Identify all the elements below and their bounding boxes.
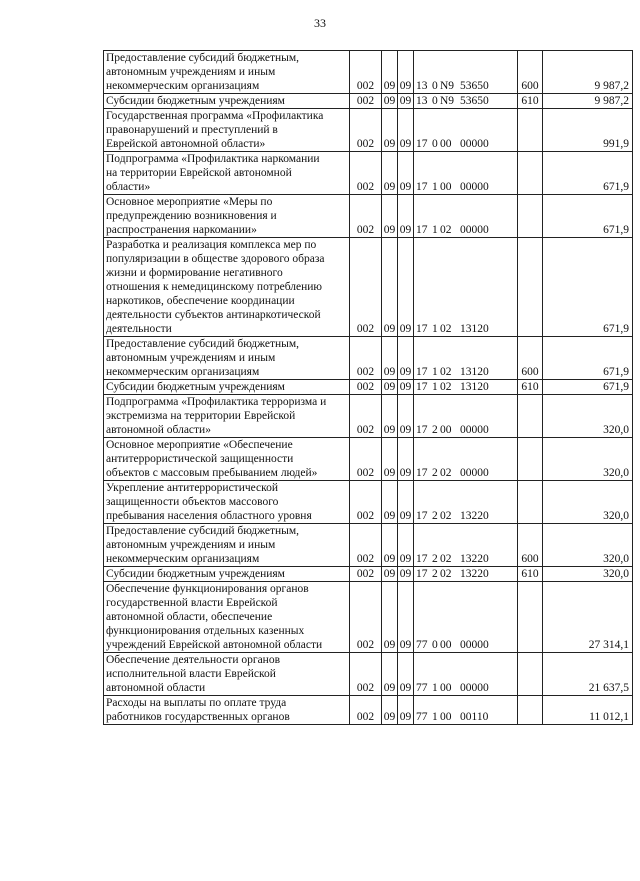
subsection-code-cell: 09: [398, 696, 414, 725]
program-code-part: 13: [416, 95, 428, 107]
program-code-part: 02: [440, 381, 452, 393]
table-row: [104, 238, 633, 337]
program-code-part: 13220: [460, 553, 489, 565]
description-line: деятельности субъектов антинаркотической: [106, 309, 321, 321]
row-description: [104, 438, 350, 481]
program-code-cell: [414, 438, 518, 481]
expense-type-cell: 610: [518, 94, 543, 109]
program-code-part: 17: [416, 467, 428, 479]
table-row: [104, 152, 633, 195]
table-row: [104, 337, 633, 380]
program-code-part: 2: [432, 424, 438, 436]
program-code-part: 00000: [460, 138, 489, 150]
amount-cell: 320,0: [543, 524, 633, 567]
description-line: распространения наркомании»: [106, 224, 257, 236]
program-code-part: 77: [416, 639, 428, 651]
expense-type-cell: [518, 582, 543, 653]
amount-cell: 991,9: [543, 109, 633, 152]
description-line: Государственная программа «Профилактика: [106, 110, 324, 122]
description-line: Расходы на выплаты по оплате труда: [106, 697, 287, 709]
row-description: [104, 195, 350, 238]
program-code-part: 00000: [460, 224, 489, 236]
amount-cell: 21 637,5: [543, 653, 633, 696]
admin-code-cell: 002: [350, 395, 382, 438]
program-code-part: 0: [432, 80, 438, 92]
description-line: жизни и формирование негативного: [106, 267, 283, 279]
expense-type-cell: 600: [518, 524, 543, 567]
description-line: Обеспечение функционирования органов: [106, 583, 309, 595]
program-code-part: 0: [432, 639, 438, 651]
section-code-cell: 09: [382, 582, 398, 653]
program-code-part: 77: [416, 682, 428, 694]
row-description: [104, 152, 350, 195]
section-code-cell: 09: [382, 481, 398, 524]
subsection-code-cell: 09: [398, 152, 414, 195]
description-line: Обеспечение деятельности органов: [106, 654, 281, 666]
program-code-part: 1: [432, 323, 438, 335]
section-code-cell: 09: [382, 380, 398, 395]
row-description: [104, 109, 350, 152]
description-line: некоммерческим организациям: [106, 553, 260, 565]
program-code-part: 00000: [460, 682, 489, 694]
description-line: экстремизма на территории Еврейской: [106, 410, 296, 422]
program-code-cell: [414, 582, 518, 653]
table-row: [104, 395, 633, 438]
program-code-part: 00: [440, 181, 452, 193]
table-row: [104, 481, 633, 524]
expense-type-cell: [518, 481, 543, 524]
description-line: Подпрограмма «Профилактика наркомании: [106, 153, 320, 165]
admin-code-cell: 002: [350, 438, 382, 481]
subsection-code-cell: 09: [398, 238, 414, 337]
row-description: [104, 337, 350, 380]
program-code-part: 02: [440, 510, 452, 522]
subsection-code-cell: 09: [398, 94, 414, 109]
program-code-cell: [414, 94, 518, 109]
description-line: Основное мероприятие «Меры по: [106, 196, 273, 208]
program-code-part: 13: [416, 80, 428, 92]
page-number: 33: [314, 16, 326, 30]
program-code-cell: [414, 696, 518, 725]
program-code-part: 17: [416, 381, 428, 393]
description-line: области»: [106, 181, 151, 193]
program-code-part: 00110: [460, 711, 489, 723]
description-line: Субсидии бюджетным учреждениям: [106, 568, 285, 580]
description-line: защищенности объектов массового: [106, 496, 279, 508]
program-code-part: 02: [440, 568, 452, 580]
admin-code-cell: 002: [350, 337, 382, 380]
section-code-cell: 09: [382, 94, 398, 109]
expense-type-cell: [518, 109, 543, 152]
program-code-part: 1: [432, 181, 438, 193]
admin-code-cell: 002: [350, 109, 382, 152]
description-line: работников государственных органов: [106, 711, 290, 723]
program-code-part: 13120: [460, 323, 489, 335]
admin-code-cell: 002: [350, 238, 382, 337]
admin-code-cell: 002: [350, 481, 382, 524]
description-line: пребывания населения областного уровня: [106, 510, 312, 522]
description-line: автономным учреждениям и иным: [106, 66, 276, 78]
subsection-code-cell: 09: [398, 51, 414, 94]
subsection-code-cell: 09: [398, 481, 414, 524]
program-code-part: 17: [416, 568, 428, 580]
program-code-part: N9: [440, 95, 455, 107]
amount-cell: 671,9: [543, 195, 633, 238]
program-code-part: 53650: [460, 95, 489, 107]
expense-type-cell: 610: [518, 380, 543, 395]
description-line: Предоставление субсидий бюджетным,: [106, 338, 300, 350]
expense-type-cell: [518, 238, 543, 337]
description-line: объектов с массовым пребыванием людей»: [106, 467, 318, 479]
amount-cell: 671,9: [543, 380, 633, 395]
amount-cell: 671,9: [543, 152, 633, 195]
table-row: [104, 653, 633, 696]
subsection-code-cell: 09: [398, 438, 414, 481]
description-line: Разработка и реализация комплекса мер по: [106, 239, 317, 251]
program-code-part: 00: [440, 711, 452, 723]
program-code-cell: [414, 395, 518, 438]
subsection-code-cell: 09: [398, 395, 414, 438]
subsection-code-cell: 09: [398, 380, 414, 395]
row-description: [104, 395, 350, 438]
program-code-part: 2: [432, 467, 438, 479]
row-description: [104, 380, 350, 395]
admin-code-cell: 002: [350, 380, 382, 395]
table-body: [104, 51, 633, 725]
program-code-part: 13220: [460, 568, 489, 580]
description-line: Подпрограмма «Профилактика терроризма и: [106, 396, 327, 408]
program-code-part: 00: [440, 682, 452, 694]
program-code-part: 1: [432, 381, 438, 393]
section-code-cell: 09: [382, 337, 398, 380]
program-code-part: 00000: [460, 467, 489, 479]
program-code-part: 1: [432, 711, 438, 723]
section-code-cell: 09: [382, 653, 398, 696]
admin-code-cell: 002: [350, 195, 382, 238]
expense-type-cell: [518, 395, 543, 438]
description-line: государственной власти Еврейской: [106, 597, 278, 609]
description-line: Основное мероприятие «Обеспечение: [106, 439, 293, 451]
program-code-part: 0: [432, 95, 438, 107]
amount-cell: 671,9: [543, 238, 633, 337]
section-code-cell: 09: [382, 109, 398, 152]
program-code-part: 13120: [460, 381, 489, 393]
program-code-part: 02: [440, 553, 452, 565]
admin-code-cell: 002: [350, 567, 382, 582]
description-line: Предоставление субсидий бюджетным,: [106, 525, 300, 537]
description-line: антитеррористической защищенности: [106, 453, 294, 465]
subsection-code-cell: 09: [398, 195, 414, 238]
program-code-cell: [414, 481, 518, 524]
expense-type-cell: [518, 696, 543, 725]
program-code-cell: [414, 51, 518, 94]
admin-code-cell: 002: [350, 524, 382, 567]
expense-type-cell: [518, 195, 543, 238]
program-code-cell: [414, 337, 518, 380]
row-description: [104, 567, 350, 582]
section-code-cell: 09: [382, 567, 398, 582]
row-description: [104, 582, 350, 653]
table-row: [104, 582, 633, 653]
row-description: [104, 238, 350, 337]
program-code-part: 77: [416, 711, 428, 723]
program-code-part: 00000: [460, 181, 489, 193]
description-line: некоммерческим организациям: [106, 366, 260, 378]
admin-code-cell: 002: [350, 94, 382, 109]
expense-type-cell: 600: [518, 51, 543, 94]
amount-cell: 320,0: [543, 395, 633, 438]
table-row: [104, 109, 633, 152]
subsection-code-cell: 09: [398, 653, 414, 696]
description-line: исполнительной власти Еврейской: [106, 668, 276, 680]
section-code-cell: 09: [382, 524, 398, 567]
admin-code-cell: 002: [350, 152, 382, 195]
program-code-part: 13120: [460, 366, 489, 378]
section-code-cell: 09: [382, 395, 398, 438]
program-code-part: 1: [432, 366, 438, 378]
program-code-part: 17: [416, 323, 428, 335]
program-code-cell: [414, 380, 518, 395]
table-row: [104, 567, 633, 582]
program-code-part: 1: [432, 224, 438, 236]
table-row: [104, 195, 633, 238]
row-description: [104, 696, 350, 725]
description-line: Предоставление субсидий бюджетным,: [106, 52, 300, 64]
program-code-part: 02: [440, 366, 452, 378]
admin-code-cell: 002: [350, 582, 382, 653]
program-code-cell: [414, 567, 518, 582]
expense-type-cell: [518, 152, 543, 195]
description-line: учреждений Еврейской автономной области: [106, 639, 323, 651]
program-code-part: 2: [432, 553, 438, 565]
table-row: [104, 94, 633, 109]
program-code-part: 17: [416, 553, 428, 565]
amount-cell: 320,0: [543, 438, 633, 481]
expense-type-cell: [518, 653, 543, 696]
program-code-part: 02: [440, 467, 452, 479]
subsection-code-cell: 09: [398, 524, 414, 567]
program-code-part: 17: [416, 181, 428, 193]
amount-cell: 11 012,1: [543, 696, 633, 725]
table-row: [104, 524, 633, 567]
program-code-part: 17: [416, 138, 428, 150]
program-code-part: 00000: [460, 424, 489, 436]
description-line: автономным учреждениям и иным: [106, 539, 276, 551]
description-line: автономной области: [106, 682, 206, 694]
subsection-code-cell: 09: [398, 567, 414, 582]
section-code-cell: 09: [382, 51, 398, 94]
program-code-part: 0: [432, 138, 438, 150]
program-code-part: 2: [432, 510, 438, 522]
expense-type-cell: 610: [518, 567, 543, 582]
amount-cell: 320,0: [543, 481, 633, 524]
program-code-cell: [414, 653, 518, 696]
description-line: Укрепление антитеррористической: [106, 482, 279, 494]
description-line: Еврейской автономной области»: [106, 138, 266, 150]
budget-table: [103, 50, 633, 725]
program-code-part: 00000: [460, 639, 489, 651]
program-code-part: 13220: [460, 510, 489, 522]
table-row: [104, 696, 633, 725]
program-code-part: 02: [440, 224, 452, 236]
subsection-code-cell: 09: [398, 337, 414, 380]
description-line: автономным учреждениям и иным: [106, 352, 276, 364]
description-line: некоммерческим организациям: [106, 80, 260, 92]
description-line: на территории Еврейской автономной: [106, 167, 292, 179]
amount-cell: 671,9: [543, 337, 633, 380]
expense-type-cell: [518, 438, 543, 481]
expense-type-cell: 600: [518, 337, 543, 380]
program-code-part: 00: [440, 424, 452, 436]
table-row: [104, 438, 633, 481]
admin-code-cell: 002: [350, 51, 382, 94]
program-code-part: 02: [440, 323, 452, 335]
description-line: функционирования отдельных казенных: [106, 625, 305, 637]
amount-cell: 320,0: [543, 567, 633, 582]
row-description: [104, 481, 350, 524]
program-code-cell: [414, 238, 518, 337]
program-code-cell: [414, 152, 518, 195]
description-line: Субсидии бюджетным учреждениям: [106, 381, 285, 393]
row-description: [104, 653, 350, 696]
program-code-part: 00: [440, 138, 452, 150]
subsection-code-cell: 09: [398, 109, 414, 152]
description-line: автономной области»: [106, 424, 211, 436]
section-code-cell: 09: [382, 152, 398, 195]
program-code-part: 1: [432, 682, 438, 694]
description-line: отношения к немедицинскому потреблению: [106, 281, 323, 293]
row-description: [104, 51, 350, 94]
row-description: [104, 524, 350, 567]
program-code-part: 17: [416, 224, 428, 236]
admin-code-cell: 002: [350, 696, 382, 725]
program-code-part: 17: [416, 510, 428, 522]
program-code-part: 2: [432, 568, 438, 580]
description-line: автономной области, обеспечение: [106, 611, 273, 623]
section-code-cell: 09: [382, 438, 398, 481]
row-description: [104, 94, 350, 109]
description-line: популяризации в обществе здорового образа: [106, 253, 325, 265]
program-code-cell: [414, 195, 518, 238]
section-code-cell: 09: [382, 195, 398, 238]
program-code-part: 53650: [460, 80, 489, 92]
program-code-part: N9: [440, 80, 455, 92]
description-line: предупреждению возникновения и: [106, 210, 277, 222]
description-line: правонарушений и преступлений в: [106, 124, 278, 136]
subsection-code-cell: 09: [398, 582, 414, 653]
program-code-cell: [414, 109, 518, 152]
table-row: [104, 51, 633, 94]
amount-cell: 9 987,2: [543, 94, 633, 109]
program-code-part: 00: [440, 639, 452, 651]
amount-cell: 27 314,1: [543, 582, 633, 653]
description-line: деятельности: [106, 323, 172, 335]
section-code-cell: 09: [382, 696, 398, 725]
section-code-cell: 09: [382, 238, 398, 337]
description-line: наркотиков, обеспечение координации: [106, 295, 295, 307]
program-code-cell: [414, 524, 518, 567]
program-code-part: 17: [416, 366, 428, 378]
program-code-part: 17: [416, 424, 428, 436]
table-row: [104, 380, 633, 395]
admin-code-cell: 002: [350, 653, 382, 696]
amount-cell: 9 987,2: [543, 51, 633, 94]
description-line: Субсидии бюджетным учреждениям: [106, 95, 285, 107]
